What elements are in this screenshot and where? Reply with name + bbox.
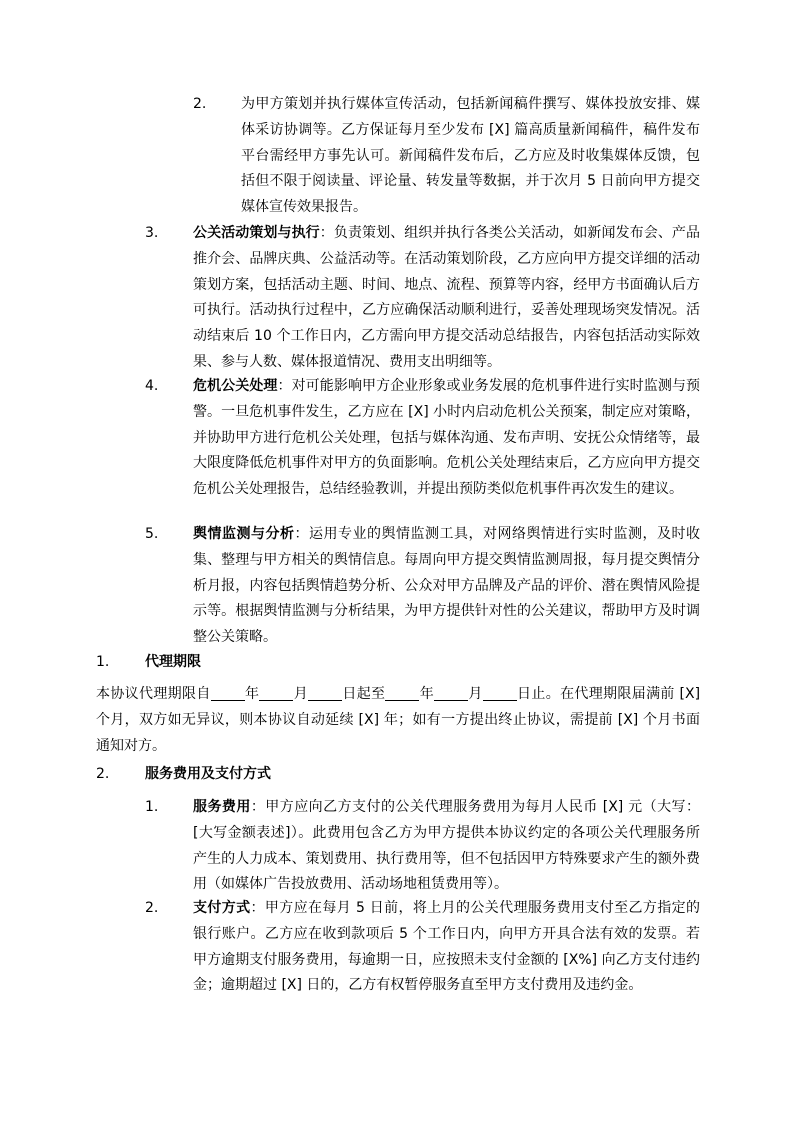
list-number: 1. xyxy=(145,799,159,815)
item-text: ：负责策划、组织并执行各类公关活动，如新闻发布会、产品推介会、品牌庆典、公益活动等。在活动策划阶段，乙方应向甲方提交详细的活动策划方案，包括活动主题、时间、地点、流程、预算等内容，经甲方书面确认后方可执行。活动执行过程中，乙方应确保活动顺利进行，妥善处理现场突发情况。活动结束后 10 个工作日内，乙方需向甲方提交活动总结报告，内容包括活动实际效果、参与人数、媒体报道情况、费用支出明细等。 xyxy=(193,225,701,370)
list-item-payment xyxy=(193,896,700,999)
item-title: 服务费用 xyxy=(193,799,251,815)
list-number: 4. xyxy=(145,378,159,394)
item-text: ：甲方应向乙方支付的公关代理服务费用为每月人民币 [X] 元（大写：[大写金额表述]）。此费用包含乙方为甲方提供本协议约定的各项公关代理服务所产生的人力成本、策划费用、执行费用等，但不包括因甲方特殊要求产生的额外费用（如媒体广告投放费用、活动场地租赁费用等）。 xyxy=(193,799,701,893)
list-number: 2. xyxy=(193,96,207,112)
item-text: ：运用专业的舆情监测工具，对网络舆情进行实时监测，及时收集、整理与甲方相关的舆情信息。每周向甲方提交舆情监测周报，每月提交舆情分析月报，内容包括舆情趋势分析、公众对甲方品牌及产品的评价、潜在舆情风险提示等。根据舆情监测与分析结果，为甲方提供针对性的公关建议，帮助甲方及时调整公关策略。 xyxy=(193,526,700,646)
list-number: 2. xyxy=(145,900,159,916)
section-number: 2. xyxy=(96,766,110,782)
section-heading-term: 代理期限 xyxy=(145,654,201,670)
item-title: 舆情监测与分析 xyxy=(193,526,295,542)
list-item-events xyxy=(193,221,700,376)
list-item-monitoring xyxy=(193,522,700,651)
term-paragraph: 本协议代理期限自 年 月 日起至 年 月 日止。在代理期限届满前 [X] 个月，双方如无异议，则本协议自动延续 [X] 年；如有一方提出终止协议，需提前 [X] 个月书面通知对方。 xyxy=(96,686,701,754)
list-number: 5. xyxy=(145,526,159,542)
section-heading-fees: 服务费用及支付方式 xyxy=(145,766,271,782)
item-text: ：对可能影响甲方企业形象或业务发展的危机事件进行实时监测与预警。一旦危机事件发生，乙方应在 [X] 小时内启动危机公关预案，制定应对策略，并协助甲方进行危机公关处理，包括与媒体沟通、发布声明、安抚公众情绪等，最大限度降低危机事件对甲方的负面影响。危机公关处理结束后，乙方应向甲方提交危机公关处理报告，总结经验教训，并提出预防类似危机事件再次发生的建议。 xyxy=(193,378,700,498)
list-item-fees xyxy=(193,795,700,898)
list-item-crisis xyxy=(193,374,700,503)
item-title: 公关活动策划与执行 xyxy=(193,225,320,241)
list-number: 3. xyxy=(145,225,159,241)
section-number: 1. xyxy=(96,654,110,670)
item-title: 支付方式 xyxy=(193,900,251,916)
item-title: 危机公关处理 xyxy=(193,378,278,394)
item-text: ：甲方应在每月 5 日前，将上月的公关代理服务费用支付至乙方指定的银行账户。乙方应在收到款项后 5 个工作日内，向甲方开具合法有效的发票。若甲方逾期支付服务费用，每逾期一日，应按照未支付金额的 [X%] 向乙方支付违约金；逾期超过 [X] 日的，乙方有权暂停服务直至甲方支付费用及违约金。 xyxy=(193,900,701,994)
list-item-media: 为甲方策划并执行媒体宣传活动，包括新闻稿件撰写、媒体投放安排、媒体采访协调等。乙方保证每月至少发布 [X] 篇高质量新闻稿件，稿件发布平台需经甲方事先认可。新闻稿件发布后，乙方应及时收集媒体反馈，包括但不限于阅读量、评论量、转发量等数据，并于次月 5 日前向甲方提交媒体宣传效果报告。 xyxy=(241,96,700,216)
